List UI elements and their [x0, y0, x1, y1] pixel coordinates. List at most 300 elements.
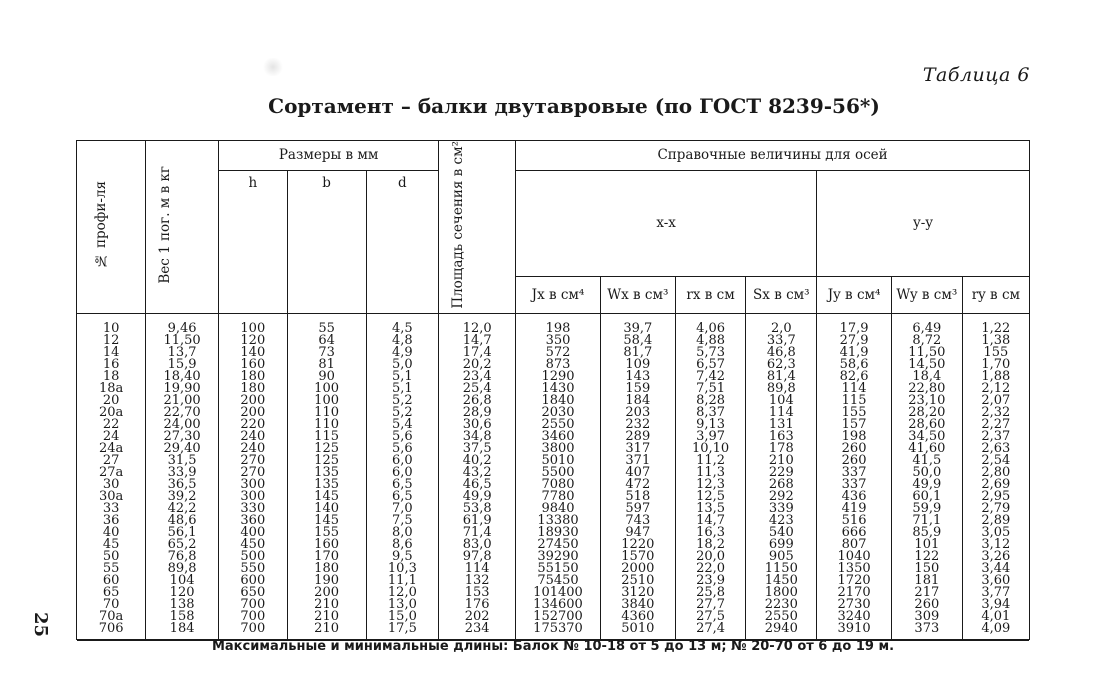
cell-rx: 14,7 [675, 515, 746, 527]
cell-weight: 21,00 [146, 395, 219, 407]
cell-jx: 39290 [516, 551, 601, 563]
cell-d: 6,5 [366, 479, 439, 491]
cell-area: 132 [439, 575, 516, 587]
cell-wx: 1220 [600, 539, 675, 551]
cell-d: 4,8 [366, 335, 439, 347]
cell-wx: 184 [600, 395, 675, 407]
cell-b: 200 [287, 587, 366, 599]
cell-d: 5,0 [366, 359, 439, 371]
cell-wy: 60,1 [891, 491, 962, 503]
cell-jx: 175370 [516, 623, 601, 641]
cell-ry: 2,63 [962, 443, 1029, 455]
cell-rx: 23,9 [675, 575, 746, 587]
cell-jx: 7080 [516, 479, 601, 491]
cell-d: 5,4 [366, 419, 439, 431]
cell-d: 11,1 [366, 575, 439, 587]
cell-profile-no: 70a [77, 611, 146, 623]
cell-jx: 55150 [516, 563, 601, 575]
cell-d: 13,0 [366, 599, 439, 611]
cell-sx: 163 [746, 431, 817, 443]
cell-jy: 58,6 [817, 359, 892, 371]
cell-b: 145 [287, 515, 366, 527]
cell-sx: 62,3 [746, 359, 817, 371]
cell-ry: 2,79 [962, 503, 1029, 515]
cell-h: 200 [218, 407, 287, 419]
cell-rx: 4,06 [675, 313, 746, 335]
cell-ry: 2,32 [962, 407, 1029, 419]
header-sx-label: Sx в см³ [753, 286, 810, 303]
cell-profile-no: 20a [77, 407, 146, 419]
cell-wx: 159 [600, 383, 675, 395]
cell-d: 5,2 [366, 395, 439, 407]
cell-ry: 3,60 [962, 575, 1029, 587]
cell-h: 270 [218, 455, 287, 467]
cell-jx: 1840 [516, 395, 601, 407]
cell-wy: 14,50 [891, 359, 962, 371]
cell-h: 300 [218, 479, 287, 491]
cell-d: 15,0 [366, 611, 439, 623]
cell-b: 125 [287, 443, 366, 455]
cell-b: 100 [287, 383, 366, 395]
cell-b: 155 [287, 527, 366, 539]
cell-area: 83,0 [439, 539, 516, 551]
cell-profile-no: 65 [77, 587, 146, 599]
cell-profile-no: 36 [77, 515, 146, 527]
cell-rx: 7,42 [675, 371, 746, 383]
cell-sx: 1800 [746, 587, 817, 599]
cell-jy: 516 [817, 515, 892, 527]
assortment-table [77, 141, 1029, 653]
cell-h: 400 [218, 527, 287, 539]
cell-sx: 33,7 [746, 335, 817, 347]
cell-jx: 152700 [516, 611, 601, 623]
cell-area: 23,4 [439, 371, 516, 383]
cell-d: 4,9 [366, 347, 439, 359]
cell-jy: 260 [817, 443, 892, 455]
cell-wx: 407 [600, 467, 675, 479]
cell-area: 43,2 [439, 467, 516, 479]
cell-weight: 22,70 [146, 407, 219, 419]
cell-jy: 1720 [817, 575, 892, 587]
header-axis-x-label: x-x [656, 215, 676, 232]
cell-jy: 155 [817, 407, 892, 419]
cell-b: 210 [287, 611, 366, 623]
cell-wy: 28,20 [891, 407, 962, 419]
cell-b: 170 [287, 551, 366, 563]
cell-wy: 11,50 [891, 347, 962, 359]
cell-sx: 699 [746, 539, 817, 551]
cell-jy: 17,9 [817, 313, 892, 335]
cell-rx: 13,5 [675, 503, 746, 515]
cell-d: 8,6 [366, 539, 439, 551]
cell-wy: 8,72 [891, 335, 962, 347]
cell-weight: 9,46 [146, 313, 219, 335]
cell-ry: 3,44 [962, 563, 1029, 575]
cell-jy: 2730 [817, 599, 892, 611]
cell-area: 46,5 [439, 479, 516, 491]
cell-wy: 85,9 [891, 527, 962, 539]
cell-profile-no: 30a [77, 491, 146, 503]
header-area-label: Площадь сечения в см² [450, 141, 467, 309]
cell-b: 90 [287, 371, 366, 383]
cell-h: 270 [218, 467, 287, 479]
cell-sx: 104 [746, 395, 817, 407]
cell-jy: 419 [817, 503, 892, 515]
cell-jy: 260 [817, 455, 892, 467]
cell-area: 71,4 [439, 527, 516, 539]
cell-d: 5,1 [366, 371, 439, 383]
cell-wy: 41,5 [891, 455, 962, 467]
cell-d: 5,2 [366, 407, 439, 419]
cell-jx: 1430 [516, 383, 601, 395]
cell-wx: 58,4 [600, 335, 675, 347]
cell-sx: 229 [746, 467, 817, 479]
cell-h: 220 [218, 419, 287, 431]
header-ry-label: ry в см [971, 286, 1021, 303]
cell-b: 190 [287, 575, 366, 587]
cell-wx: 1570 [600, 551, 675, 563]
cell-ry: 2,80 [962, 467, 1029, 479]
cell-ry: 155 [962, 347, 1029, 359]
cell-profile-no: 40 [77, 527, 146, 539]
header-axis-x [516, 170, 817, 276]
header-reference-group [516, 141, 1029, 170]
cell-jx: 134600 [516, 599, 601, 611]
cell-weight: 29,40 [146, 443, 219, 455]
cell-jx: 198 [516, 313, 601, 335]
cell-jx: 9840 [516, 503, 601, 515]
cell-h: 700 [218, 599, 287, 611]
cell-ry: 4,09 [962, 623, 1029, 641]
cell-weight: 27,30 [146, 431, 219, 443]
cell-weight: 18,40 [146, 371, 219, 383]
cell-profile-no: 20 [77, 395, 146, 407]
cell-ry: 2,89 [962, 515, 1029, 527]
cell-jx: 3460 [516, 431, 601, 443]
page-title: Сортамент – балки двутавровые (по ГОСТ 8239-56*) [268, 94, 880, 118]
cell-wy: 59,9 [891, 503, 962, 515]
cell-wy: 28,60 [891, 419, 962, 431]
cell-jx: 7780 [516, 491, 601, 503]
cell-h: 650 [218, 587, 287, 599]
cell-jy: 807 [817, 539, 892, 551]
cell-wx: 5010 [600, 623, 675, 641]
cell-ry: 3,12 [962, 539, 1029, 551]
cell-rx: 27,7 [675, 599, 746, 611]
cell-area: 34,8 [439, 431, 516, 443]
cell-wx: 232 [600, 419, 675, 431]
cell-h: 330 [218, 503, 287, 515]
cell-ry: 2,95 [962, 491, 1029, 503]
cell-profile-no: 10 [77, 313, 146, 335]
cell-weight: 48,6 [146, 515, 219, 527]
cell-wy: 18,4 [891, 371, 962, 383]
cell-area: 153 [439, 587, 516, 599]
cell-jx: 3800 [516, 443, 601, 455]
cell-b: 125 [287, 455, 366, 467]
header-axis-y-label: y-y [913, 215, 933, 232]
header-d-label: d [398, 174, 407, 191]
cell-sx: 423 [746, 515, 817, 527]
cell-rx: 5,73 [675, 347, 746, 359]
cell-rx: 7,51 [675, 383, 746, 395]
cell-profile-no: 45 [77, 539, 146, 551]
cell-profile-no: 22 [77, 419, 146, 431]
cell-area: 28,9 [439, 407, 516, 419]
header-profile-no-label: № профи-ля [93, 181, 110, 269]
cell-d: 6,0 [366, 467, 439, 479]
cell-area: 234 [439, 623, 516, 641]
cell-sx: 114 [746, 407, 817, 419]
cell-sx: 131 [746, 419, 817, 431]
assortment-sheet [76, 140, 1030, 654]
cell-h: 180 [218, 371, 287, 383]
cell-jy: 2170 [817, 587, 892, 599]
cell-b: 210 [287, 599, 366, 611]
cell-area: 40,2 [439, 455, 516, 467]
cell-jy: 337 [817, 467, 892, 479]
cell-b: 73 [287, 347, 366, 359]
cell-ry: 3,77 [962, 587, 1029, 599]
cell-d: 7,0 [366, 503, 439, 515]
cell-d: 9,5 [366, 551, 439, 563]
cell-wx: 109 [600, 359, 675, 371]
cell-d: 5,6 [366, 431, 439, 443]
page-number: 25 [30, 611, 52, 638]
cell-b: 110 [287, 419, 366, 431]
cell-weight: 56,1 [146, 527, 219, 539]
cell-d: 7,5 [366, 515, 439, 527]
cell-jx: 27450 [516, 539, 601, 551]
cell-weight: 65,2 [146, 539, 219, 551]
cell-jy: 1040 [817, 551, 892, 563]
cell-ry: 3,94 [962, 599, 1029, 611]
cell-ry: 1,38 [962, 335, 1029, 347]
cell-ry: 2,54 [962, 455, 1029, 467]
cell-rx: 18,2 [675, 539, 746, 551]
header-b-label: b [322, 174, 331, 191]
cell-jx: 18930 [516, 527, 601, 539]
cell-sx: 178 [746, 443, 817, 455]
cell-b: 210 [287, 623, 366, 641]
header-profile-no [77, 141, 146, 313]
cell-sx: 268 [746, 479, 817, 491]
cell-d: 4,5 [366, 313, 439, 335]
cell-b: 135 [287, 479, 366, 491]
cell-weight: 24,00 [146, 419, 219, 431]
cell-area: 176 [439, 599, 516, 611]
cell-b: 135 [287, 467, 366, 479]
cell-rx: 12,5 [675, 491, 746, 503]
cell-rx: 12,3 [675, 479, 746, 491]
header-jy-label: Jy в см⁴ [827, 286, 881, 303]
cell-h: 300 [218, 491, 287, 503]
cell-ry: 1,22 [962, 313, 1029, 335]
cell-wx: 203 [600, 407, 675, 419]
cell-jy: 3910 [817, 623, 892, 641]
cell-sx: 2230 [746, 599, 817, 611]
cell-weight: 36,5 [146, 479, 219, 491]
cell-b: 81 [287, 359, 366, 371]
cell-profile-no: 50 [77, 551, 146, 563]
cell-wy: 217 [891, 587, 962, 599]
cell-profile-no: 33 [77, 503, 146, 515]
cell-wy: 122 [891, 551, 962, 563]
cell-area: 37,5 [439, 443, 516, 455]
cell-wx: 289 [600, 431, 675, 443]
cell-wx: 371 [600, 455, 675, 467]
cell-b: 140 [287, 503, 366, 515]
cell-jy: 114 [817, 383, 892, 395]
table-body [77, 313, 1029, 640]
cell-rx: 27,5 [675, 611, 746, 623]
cell-area: 49,9 [439, 491, 516, 503]
header-ry [962, 276, 1029, 313]
cell-area: 202 [439, 611, 516, 623]
header-jx [516, 276, 601, 313]
cell-d: 5,1 [366, 383, 439, 395]
cell-jy: 3240 [817, 611, 892, 623]
cell-h: 450 [218, 539, 287, 551]
cell-sx: 46,8 [746, 347, 817, 359]
header-h [218, 170, 287, 313]
cell-jx: 5010 [516, 455, 601, 467]
cell-sx: 81,4 [746, 371, 817, 383]
cell-rx: 22,0 [675, 563, 746, 575]
header-wy [891, 276, 962, 313]
cell-wx: 39,7 [600, 313, 675, 335]
cell-sx: 540 [746, 527, 817, 539]
cell-wy: 260 [891, 599, 962, 611]
cell-ry: 2,37 [962, 431, 1029, 443]
cell-weight: 76,8 [146, 551, 219, 563]
cell-jx: 572 [516, 347, 601, 359]
cell-d: 8,0 [366, 527, 439, 539]
cell-wy: 23,10 [891, 395, 962, 407]
cell-jy: 666 [817, 527, 892, 539]
cell-weight: 11,50 [146, 335, 219, 347]
cell-wx: 472 [600, 479, 675, 491]
cell-sx: 292 [746, 491, 817, 503]
cell-wy: 373 [891, 623, 962, 641]
cell-wx: 4360 [600, 611, 675, 623]
cell-h: 100 [218, 313, 287, 335]
cell-profile-no: 24a [77, 443, 146, 455]
cell-profile-no: 706 [77, 623, 146, 641]
cell-wx: 2510 [600, 575, 675, 587]
cell-wy: 150 [891, 563, 962, 575]
header-weight [146, 141, 219, 313]
cell-sx: 905 [746, 551, 817, 563]
cell-d: 17,5 [366, 623, 439, 641]
cell-wy: 309 [891, 611, 962, 623]
cell-wx: 2000 [600, 563, 675, 575]
cell-h: 600 [218, 575, 287, 587]
cell-b: 64 [287, 335, 366, 347]
header-area [439, 141, 516, 313]
cell-jy: 436 [817, 491, 892, 503]
cell-h: 240 [218, 431, 287, 443]
cell-b: 110 [287, 407, 366, 419]
cell-area: 30,6 [439, 419, 516, 431]
cell-rx: 11,3 [675, 467, 746, 479]
cell-b: 160 [287, 539, 366, 551]
table-row [77, 623, 1029, 641]
cell-jy: 27,9 [817, 335, 892, 347]
cell-wy: 41,60 [891, 443, 962, 455]
cell-sx: 2940 [746, 623, 817, 641]
cell-rx: 11,2 [675, 455, 746, 467]
cell-rx: 27,4 [675, 623, 746, 641]
cell-jx: 2030 [516, 407, 601, 419]
cell-weight: 89,8 [146, 563, 219, 575]
cell-weight: 19,90 [146, 383, 219, 395]
header-rx [675, 276, 746, 313]
scan-smudge [262, 58, 284, 76]
cell-ry: 1,88 [962, 371, 1029, 383]
cell-jy: 198 [817, 431, 892, 443]
header-wx [600, 276, 675, 313]
cell-wx: 317 [600, 443, 675, 455]
cell-d: 6,0 [366, 455, 439, 467]
header-d [366, 170, 439, 313]
table-label: Таблица 6 [922, 64, 1030, 86]
cell-wy: 6,49 [891, 313, 962, 335]
cell-profile-no: 16 [77, 359, 146, 371]
cell-wx: 3120 [600, 587, 675, 599]
cell-weight: 104 [146, 575, 219, 587]
cell-area: 26,8 [439, 395, 516, 407]
cell-profile-no: 30 [77, 479, 146, 491]
cell-profile-no: 27a [77, 467, 146, 479]
cell-jy: 41,9 [817, 347, 892, 359]
cell-wx: 143 [600, 371, 675, 383]
footnote-lengths: Максимальные и минимальные длины: Балок № 10-18 от 5 до 13 м; № 20-70 от 6 до 19 м. [77, 640, 1029, 653]
cell-wx: 81,7 [600, 347, 675, 359]
cell-jx: 1290 [516, 371, 601, 383]
cell-area: 14,7 [439, 335, 516, 347]
cell-jy: 1350 [817, 563, 892, 575]
cell-weight: 138 [146, 599, 219, 611]
cell-rx: 9,13 [675, 419, 746, 431]
cell-ry: 4,01 [962, 611, 1029, 623]
cell-profile-no: 60 [77, 575, 146, 587]
cell-jy: 115 [817, 395, 892, 407]
cell-rx: 25,8 [675, 587, 746, 599]
cell-weight: 31,5 [146, 455, 219, 467]
header-b [287, 170, 366, 313]
cell-weight: 42,2 [146, 503, 219, 515]
cell-ry: 1,70 [962, 359, 1029, 371]
cell-ry: 2,69 [962, 479, 1029, 491]
cell-rx: 4,88 [675, 335, 746, 347]
cell-jx: 75450 [516, 575, 601, 587]
cell-profile-no: 24 [77, 431, 146, 443]
cell-wx: 3840 [600, 599, 675, 611]
cell-jx: 2550 [516, 419, 601, 431]
cell-wx: 743 [600, 515, 675, 527]
cell-jy: 337 [817, 479, 892, 491]
cell-rx: 20,0 [675, 551, 746, 563]
cell-jx: 5500 [516, 467, 601, 479]
cell-weight: 158 [146, 611, 219, 623]
cell-weight: 15,9 [146, 359, 219, 371]
cell-profile-no: 27 [77, 455, 146, 467]
cell-sx: 210 [746, 455, 817, 467]
cell-h: 700 [218, 623, 287, 641]
cell-sx: 339 [746, 503, 817, 515]
cell-rx: 3,97 [675, 431, 746, 443]
